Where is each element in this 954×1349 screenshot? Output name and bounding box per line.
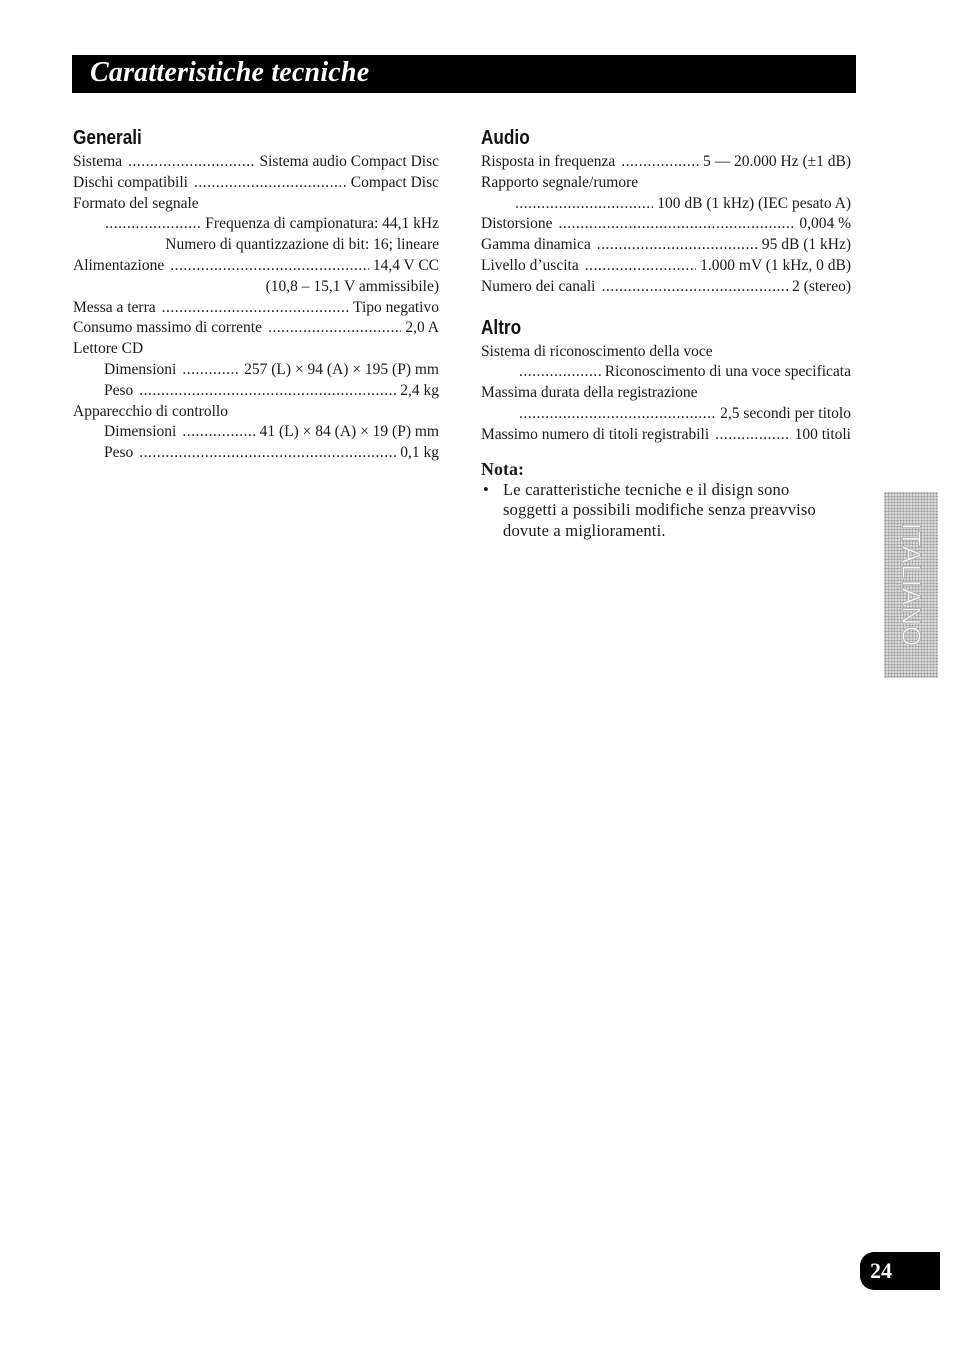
generali-section: [73, 124, 439, 464]
leader-dots: [597, 235, 758, 256]
spec-label: Risposta in frequenza: [481, 153, 616, 170]
leader-dots: [139, 381, 396, 402]
page-title: Caratteristiche tecniche: [90, 57, 370, 88]
spec-value: 2,0 A: [405, 319, 439, 337]
spec-value: Tipo negativo: [353, 298, 439, 316]
nota-item: [481, 480, 851, 542]
spec-row-livello: [481, 256, 851, 277]
leader-dots: [182, 360, 240, 381]
spec-label: Consumo massimo di corrente: [73, 319, 262, 337]
spec-label: Messa a terra: [73, 298, 156, 316]
spec-row-distorsione: [481, 214, 851, 235]
leader-dots: [162, 298, 349, 319]
page-number-badge: [860, 1252, 940, 1290]
spec-row-lettore: [73, 339, 439, 360]
spec-row-formato-line2: [73, 235, 439, 256]
leader-dots: [515, 194, 653, 215]
spec-label: Massima durata della registrazione: [481, 384, 698, 402]
spec-value: 5 — 20.000 Hz (±1 dB): [703, 153, 851, 170]
spec-value: 100 dB (1 kHz) (IEC pesato A): [657, 194, 851, 212]
spec-row-dischi: [73, 173, 439, 194]
leader-dots: [182, 422, 255, 443]
leader-dots: [194, 173, 347, 194]
leader-dots: [558, 214, 795, 235]
title-bar: [72, 55, 856, 93]
leader-dots: [105, 214, 201, 235]
spec-label: Peso: [104, 381, 134, 399]
spec-row-consumo: [73, 318, 439, 339]
spec-row-apparecchio: [73, 402, 439, 423]
spec-row-sistema: [73, 152, 439, 173]
spec-value: 14,4 V CC: [372, 256, 439, 274]
leader-dots: [128, 152, 255, 173]
spec-label: Numero dei canali: [481, 277, 596, 295]
spec-row-rapporto: [481, 173, 851, 194]
spec-value: Numero di quantizzazione di bit: 16; lineare: [165, 236, 439, 254]
spec-label: Dischi compatibili: [73, 173, 188, 191]
spec-row-alimentazione: [73, 256, 439, 277]
language-tab-label: ITALIANO: [896, 522, 927, 648]
spec-label: Rapporto segnale/rumore: [481, 173, 639, 191]
leader-dots: [139, 443, 396, 464]
spec-row-voce: [481, 342, 851, 363]
spec-value: 2,4 kg: [400, 381, 439, 399]
bullet-icon: •: [483, 479, 489, 499]
spec-value: 2 (stereo): [792, 277, 851, 295]
spec-label: Apparecchio di controllo: [73, 402, 228, 420]
page-number: 24: [870, 1258, 892, 1283]
spec-row-voce-value: [481, 362, 851, 383]
nota-text: Le caratteristiche tecniche e il disign sono soggetti a possibili modifiche senza preavviso dovute a miglioramenti.: [503, 479, 817, 540]
spec-row-canali: [481, 277, 851, 298]
spec-value: 0,1 kg: [400, 444, 439, 462]
spec-row-lettore-peso: [73, 381, 439, 402]
altro-heading: Altro: [481, 316, 522, 339]
leader-dots: [585, 256, 696, 277]
spec-row-gamma: [481, 235, 851, 256]
spec-label: Gamma dinamica: [481, 236, 591, 254]
nota-heading: Nota:: [481, 458, 524, 479]
spec-row-titoli: [481, 425, 851, 446]
spec-value: Riconoscimento di una voce specificata: [604, 363, 851, 381]
spec-label: Massimo numero di titoli registrabili: [481, 425, 710, 443]
spec-value: 41 (L) × 84 (A) × 19 (P) mm: [259, 423, 439, 441]
spec-value: 100 titoli: [794, 425, 851, 443]
leader-dots: [715, 425, 790, 446]
spec-row-formato: [73, 194, 439, 215]
spec-value: Sistema audio Compact Disc: [259, 153, 439, 170]
spec-label: Alimentazione: [73, 256, 165, 274]
spec-row-lettore-dimensioni: [73, 360, 439, 381]
spec-label: Formato del segnale: [73, 194, 199, 212]
spec-row-durata: [481, 383, 851, 404]
spec-label: Sistema di riconoscimento della voce: [481, 342, 713, 360]
spec-label: Lettore CD: [73, 340, 144, 358]
spec-row-messa: [73, 298, 439, 319]
spec-label: Peso: [104, 444, 134, 462]
language-tab: [884, 492, 938, 678]
spec-row-alimentazione-range: [73, 277, 439, 298]
spec-value: Compact Disc: [350, 173, 439, 191]
leader-dots: [519, 362, 601, 383]
leader-dots: [519, 404, 716, 425]
leader-dots: [621, 152, 699, 173]
spec-label: Livello d’uscita: [481, 256, 579, 274]
spec-value: Frequenza di campionatura: 44,1 kHz: [205, 215, 439, 233]
spec-value: 257 (L) × 94 (A) × 195 (P) mm: [244, 360, 439, 378]
spec-row-durata-value: [481, 404, 851, 425]
leader-dots: [268, 318, 401, 339]
spec-label: Dimensioni: [104, 360, 177, 378]
spec-row-formato-line1: [73, 214, 439, 235]
audio-altro-section: [481, 124, 851, 541]
spec-value: 95 dB (1 kHz): [761, 236, 851, 254]
spec-label: Distorsione: [481, 215, 553, 233]
generali-heading: Generali: [73, 127, 142, 149]
spec-row-apparecchio-dimensioni: [73, 422, 439, 443]
spec-label: Dimensioni: [104, 423, 177, 441]
leader-dots: [601, 277, 788, 298]
leader-dots: [170, 256, 369, 277]
audio-heading: Audio: [481, 127, 530, 149]
spec-row-rapporto-value: [481, 194, 851, 215]
spec-value: 1.000 mV (1 kHz, 0 dB): [700, 256, 851, 274]
spec-row-risposta: [481, 152, 851, 173]
spec-value: (10,8 – 15,1 V ammissibile): [265, 277, 439, 295]
spec-value: 2,5 secondi per titolo: [720, 404, 851, 422]
spec-label: Sistema: [73, 153, 123, 170]
spec-value: 0,004 %: [799, 215, 851, 233]
spec-row-apparecchio-peso: [73, 443, 439, 464]
